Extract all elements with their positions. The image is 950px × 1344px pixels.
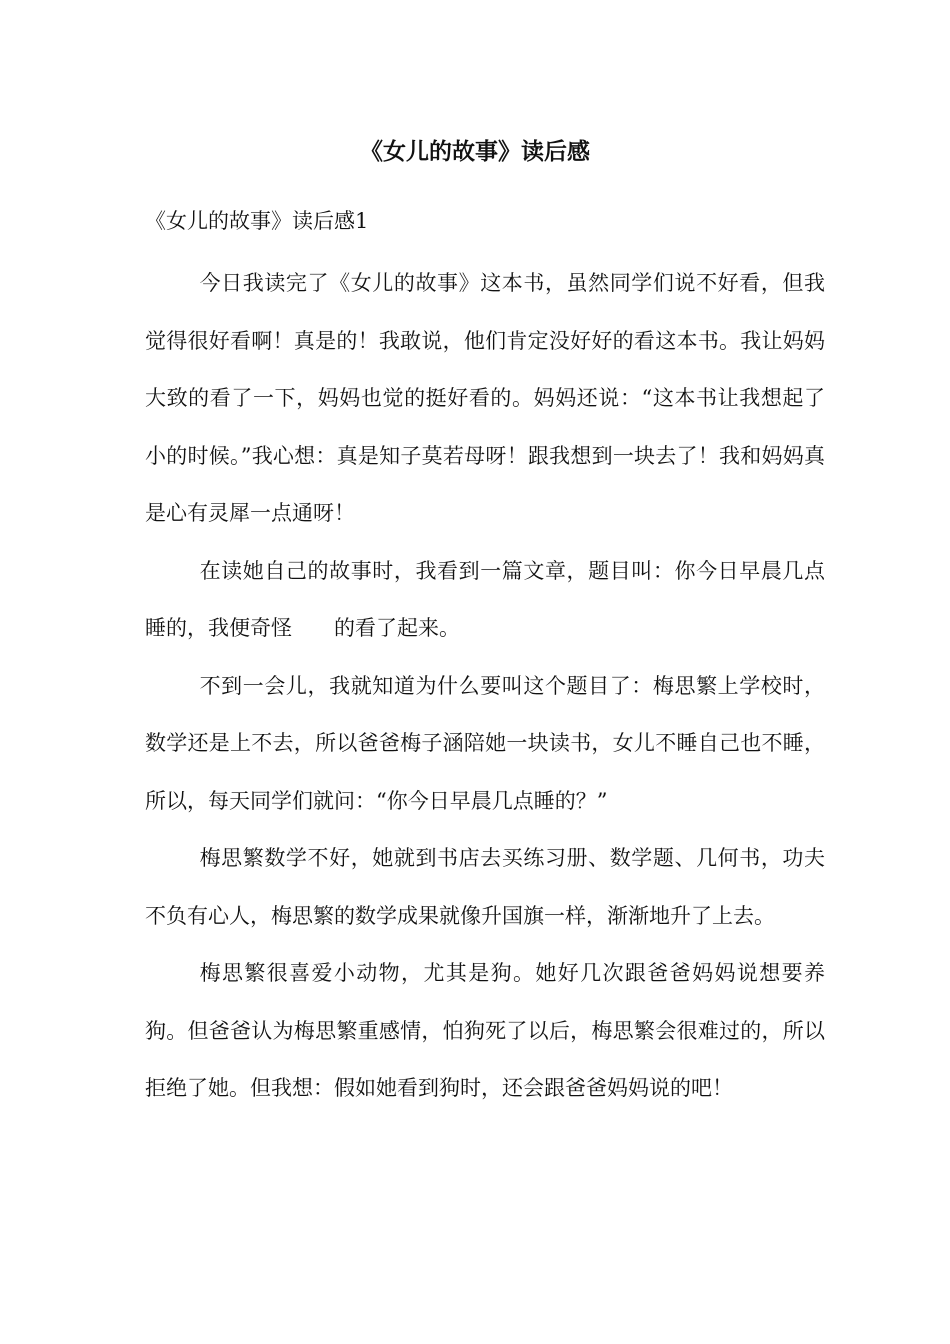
- document-title: 《女儿的故事》读后感: [360, 138, 590, 165]
- section-heading: 《女儿的故事》读后感1: [145, 209, 369, 233]
- paragraph: 在读她自己的故事时，我看到一篇文章，题目叫：你今日早晨几点睡的，我便奇怪 的看了起来。: [145, 558, 825, 640]
- paragraph: 梅思繁很喜爱小动物，尤其是狗。她好几次跟爸爸妈妈说想要养狗。但爸爸认为梅思繁重感情，怕狗死了以后，梅思繁会很难过的，所以拒绝了她。但我想：假如她看到狗时，还会跟爸爸妈妈说的吧！: [145, 961, 825, 1100]
- document-body: [145, 255, 825, 1118]
- paragraph: 今日我读完了《女儿的故事》这本书，虽然同学们说不好看，但我觉得很好看啊！真是的！我敢说，他们肯定没好好的看这本书。我让妈妈大致的看了一下，妈妈也觉的挺好看的。妈妈还说：“这本书让我想起了小的时候。”我心想：真是知子莫若母呀！跟我想到一块去了！我和妈妈真是心有灵犀一点通呀！: [145, 271, 825, 525]
- paragraph: 不到一会儿，我就知道为什么要叫这个题目了：梅思繁上学校时，数学还是上不去，所以爸爸梅子涵陪她一块读书，女儿不睡自己也不睡，所以，每天同学们就问：“你今日早晨几点睡的？”: [145, 673, 825, 813]
- paragraph: 梅思繁数学不好，她就到书店去买练习册、数学题、几何书，功夫不负有心人，梅思繁的数学成果就像升国旗一样，渐渐地升了上去。: [145, 846, 825, 928]
